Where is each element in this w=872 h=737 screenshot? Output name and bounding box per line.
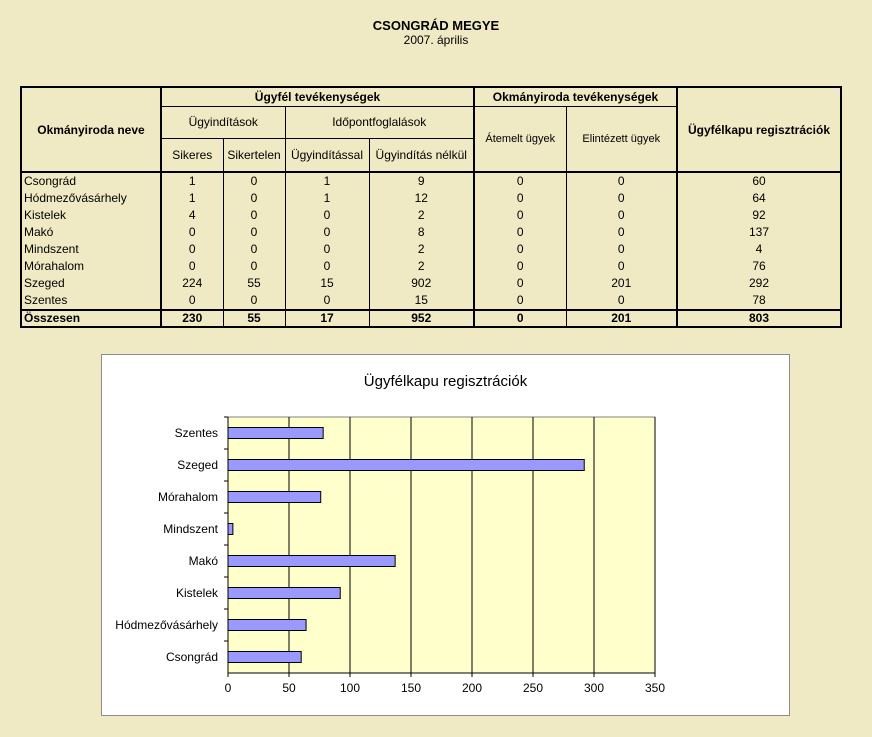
table-row [21, 172, 841, 190]
value-cell: 2 [369, 241, 474, 258]
office-name-cell: Makó [21, 224, 161, 241]
value-cell: 64 [677, 190, 841, 207]
category-label: Mindszent [163, 522, 218, 536]
x-tick-label: 300 [583, 681, 605, 695]
category-label: Csongrád [165, 650, 218, 664]
bar [228, 460, 584, 471]
value-cell: 224 [161, 275, 223, 292]
office-name-cell: Mindszent [21, 241, 161, 258]
value-cell: 0 [223, 207, 285, 224]
office-name-cell: Hódmezővásárhely [21, 190, 161, 207]
category-label: Szeged [177, 458, 218, 472]
table-row [21, 190, 841, 207]
header-office-name: Okmányiroda neve [21, 87, 161, 172]
category-label: Kistelek [175, 586, 218, 600]
value-cell: 0 [285, 292, 369, 310]
plot-area [228, 417, 655, 673]
table-row [21, 292, 841, 310]
value-cell: 0 [474, 224, 566, 241]
value-cell: 0 [474, 190, 566, 207]
chart-plot [102, 355, 789, 715]
value-cell: 137 [677, 224, 841, 241]
table-row [21, 258, 841, 275]
category-label: Hódmezővásárhely [115, 618, 218, 632]
value-cell: 0 [285, 258, 369, 275]
category-label: Szentes [174, 426, 218, 440]
header-office-activities: Okmányiroda tevékenységek [474, 87, 677, 106]
header-registrations: Ügyfélkapu regisztrációk [677, 87, 841, 172]
header-client-activities: Ügyfél tevékenységek [161, 87, 474, 106]
value-cell: 2 [369, 207, 474, 224]
value-cell: 0 [474, 292, 566, 310]
office-name-cell: Csongrád [21, 172, 161, 190]
bar [228, 428, 323, 439]
bar [228, 492, 321, 503]
value-cell: 0 [223, 241, 285, 258]
value-cell: 0 [285, 224, 369, 241]
x-tick-label: 100 [339, 681, 361, 695]
x-tick-label: 350 [644, 681, 666, 695]
report-title: CSONGRÁD MEGYE [372, 18, 500, 33]
value-cell: 0 [223, 172, 285, 190]
value-cell: 0 [285, 207, 369, 224]
value-cell: 201 [566, 310, 677, 327]
value-cell: 1 [285, 172, 369, 190]
value-cell: 55 [223, 275, 285, 292]
value-cell: 1 [285, 190, 369, 207]
header-with-case: Ügyindítással [285, 138, 369, 172]
bar [228, 556, 395, 567]
value-cell: 0 [474, 172, 566, 190]
value-cell: 0 [566, 172, 677, 190]
table-row [21, 224, 841, 241]
header-success: Sikeres [161, 138, 223, 172]
table-row [21, 241, 841, 258]
x-tick-label: 250 [522, 681, 544, 695]
value-cell: 0 [566, 258, 677, 275]
value-cell: 0 [566, 190, 677, 207]
value-cell: 0 [474, 241, 566, 258]
header-processed: Elintézett ügyek [566, 106, 677, 172]
value-cell: 230 [161, 310, 223, 327]
office-name-cell: Szeged [21, 275, 161, 292]
value-cell: 292 [677, 275, 841, 292]
table-row [21, 275, 841, 292]
total-row [21, 310, 841, 327]
value-cell: 0 [474, 207, 566, 224]
value-cell: 0 [566, 224, 677, 241]
value-cell: 12 [369, 190, 474, 207]
value-cell: 803 [677, 310, 841, 327]
value-cell: 15 [369, 292, 474, 310]
statistics-table [20, 86, 842, 328]
value-cell: 78 [677, 292, 841, 310]
value-cell: 201 [566, 275, 677, 292]
value-cell: 55 [223, 310, 285, 327]
header-appointments: Időpontfoglalások [285, 106, 474, 138]
value-cell: 8 [369, 224, 474, 241]
value-cell: 17 [285, 310, 369, 327]
value-cell: 0 [161, 241, 223, 258]
value-cell: 0 [474, 310, 566, 327]
header-without-case: Ügyindítás nélkül [369, 138, 474, 172]
x-tick-label: 200 [461, 681, 483, 695]
x-tick-label: 50 [282, 681, 296, 695]
bar [228, 588, 340, 599]
registrations-chart [101, 354, 790, 716]
value-cell: 0 [223, 224, 285, 241]
category-label: Makó [188, 554, 218, 568]
bar [228, 524, 233, 535]
value-cell: 0 [161, 258, 223, 275]
value-cell: 0 [474, 258, 566, 275]
value-cell: 92 [677, 207, 841, 224]
header-case-starts: Ügyindítások [161, 106, 285, 138]
category-label: Mórahalom [157, 490, 218, 504]
value-cell: 9 [369, 172, 474, 190]
bar [228, 620, 306, 631]
office-name-cell: Kistelek [21, 207, 161, 224]
header-fail: Sikertelen [223, 138, 285, 172]
value-cell: 0 [474, 275, 566, 292]
value-cell: 15 [285, 275, 369, 292]
value-cell: 4 [161, 207, 223, 224]
table-row [21, 207, 841, 224]
bar [228, 652, 301, 663]
value-cell: 0 [223, 258, 285, 275]
office-name-cell: Szentes [21, 292, 161, 310]
x-tick-label: 150 [400, 681, 422, 695]
value-cell: 60 [677, 172, 841, 190]
value-cell: 1 [161, 190, 223, 207]
value-cell: 0 [285, 241, 369, 258]
value-cell: 0 [566, 292, 677, 310]
report-header [0, 18, 872, 47]
header-transferred: Átemelt ügyek [474, 106, 566, 172]
value-cell: 0 [566, 207, 677, 224]
office-name-cell: Mórahalom [21, 258, 161, 275]
value-cell: 952 [369, 310, 474, 327]
value-cell: 0 [161, 224, 223, 241]
report-subtitle: 2007. április [403, 33, 469, 47]
value-cell: 902 [369, 275, 474, 292]
value-cell: 1 [161, 172, 223, 190]
chart-title: Ügyfélkapu regisztrációk [363, 373, 528, 390]
table-body [21, 172, 841, 327]
value-cell: 0 [566, 241, 677, 258]
value-cell: 0 [223, 292, 285, 310]
value-cell: 0 [161, 292, 223, 310]
x-tick-label: 0 [224, 681, 232, 695]
value-cell: 2 [369, 258, 474, 275]
value-cell: 0 [223, 190, 285, 207]
office-name-cell: Összesen [21, 310, 161, 327]
value-cell: 4 [677, 241, 841, 258]
value-cell: 76 [677, 258, 841, 275]
